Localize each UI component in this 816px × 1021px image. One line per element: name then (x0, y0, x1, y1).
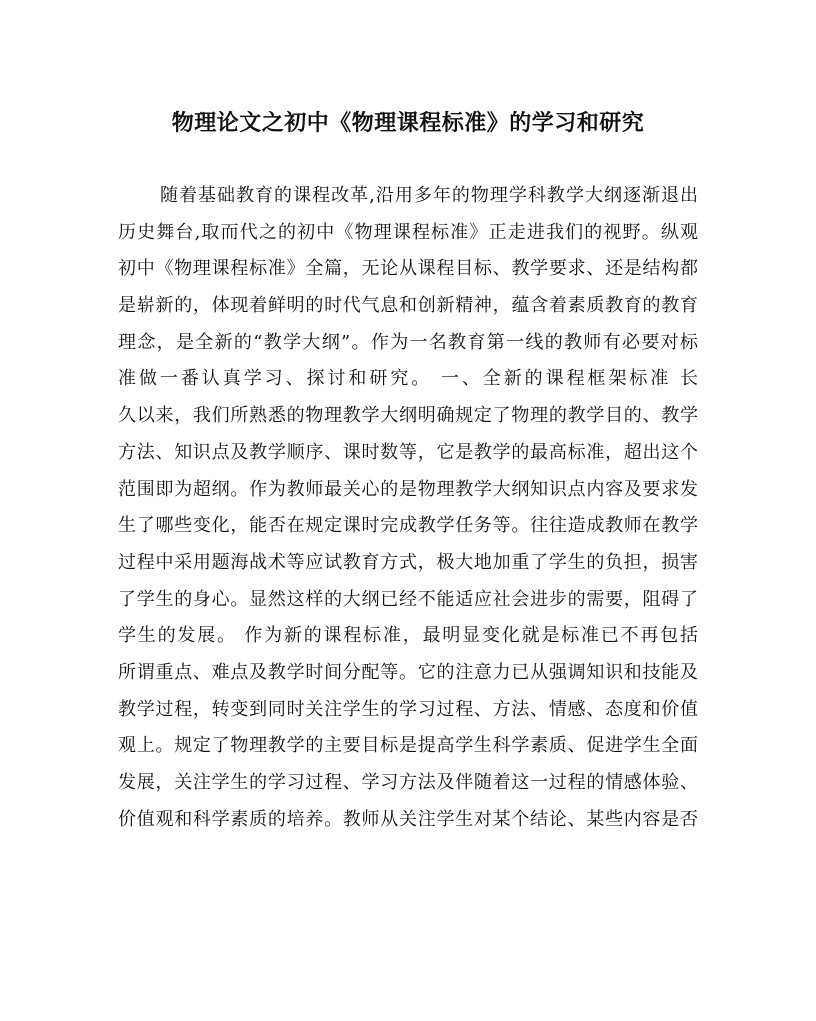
paragraph-line: 随着基础教育的课程改革,沿用多年的物理学科教学大纲逐渐退出 (160, 185, 698, 206)
paragraph-line: 准做一番认真学习、探讨和研究。 一、全新的课程框架标准 长 (118, 368, 698, 390)
paragraph-line: 历史舞台,取而代之的初中《物理课程标准》正走进我们的视野。纵观 (118, 221, 698, 243)
document-title: 物理论文之初中《物理课程标准》的学习和研究 (171, 110, 645, 136)
paragraph-line: 发展，关注学生的学习过程、学习方法及伴随着这一过程的情感体验、 (118, 772, 698, 793)
paragraph-line: 了学生的身心。显然这样的大纲已经不能适应社会进步的需要，阻碍了 (118, 588, 698, 610)
paragraph-line: 范围即为超纲。作为教师最关心的是物理教学大纲知识点内容及要求发 (118, 478, 698, 500)
paragraph-line: 观上。规定了物理教学的主要目标是提高学生科学素质、促进学生全面 (118, 735, 698, 757)
paragraph-line: 生了哪些变化，能否在规定课时完成教学任务等。往往造成教师在教学 (118, 515, 698, 537)
paragraph-line: 过程中采用题海战术等应试教育方式，极大地加重了学生的负担，损害 (118, 551, 698, 573)
paragraph-line: 价值观和科学素质的培养。教师从关注学生对某个结论、某些内容是否 (118, 808, 698, 830)
paragraph-line: 久以来，我们所熟悉的物理教学大纲明确规定了物理的教学目的、教学 (118, 405, 698, 427)
paragraph-line: 理念，是全新的“教学大纲”。作为一名教育第一线的教师有必要对标 (118, 331, 698, 353)
paragraph-line: 所谓重点、难点及教学时间分配等。它的注意力已从强调知识和技能及 (118, 661, 698, 683)
paragraph-line: 方法、知识点及教学顺序、课时数等，它是教学的最高标准，超出这个 (118, 441, 698, 463)
document-body (118, 178, 698, 838)
paragraph-line: 是崭新的，体现着鲜明的时代气息和创新精神，蕴含着素质教育的教育 (118, 295, 698, 317)
paragraph-line: 学生的发展。 作为新的课程标准，最明显变化就是标准已不再包括 (118, 625, 698, 647)
paragraph-line: 教学过程，转变到同时关注学生的学习过程、方法、情感、态度和价值 (118, 698, 698, 720)
paragraph-line: 初中《物理课程标准》全篇，无论从课程目标、教学要求、还是结构都 (118, 258, 698, 280)
